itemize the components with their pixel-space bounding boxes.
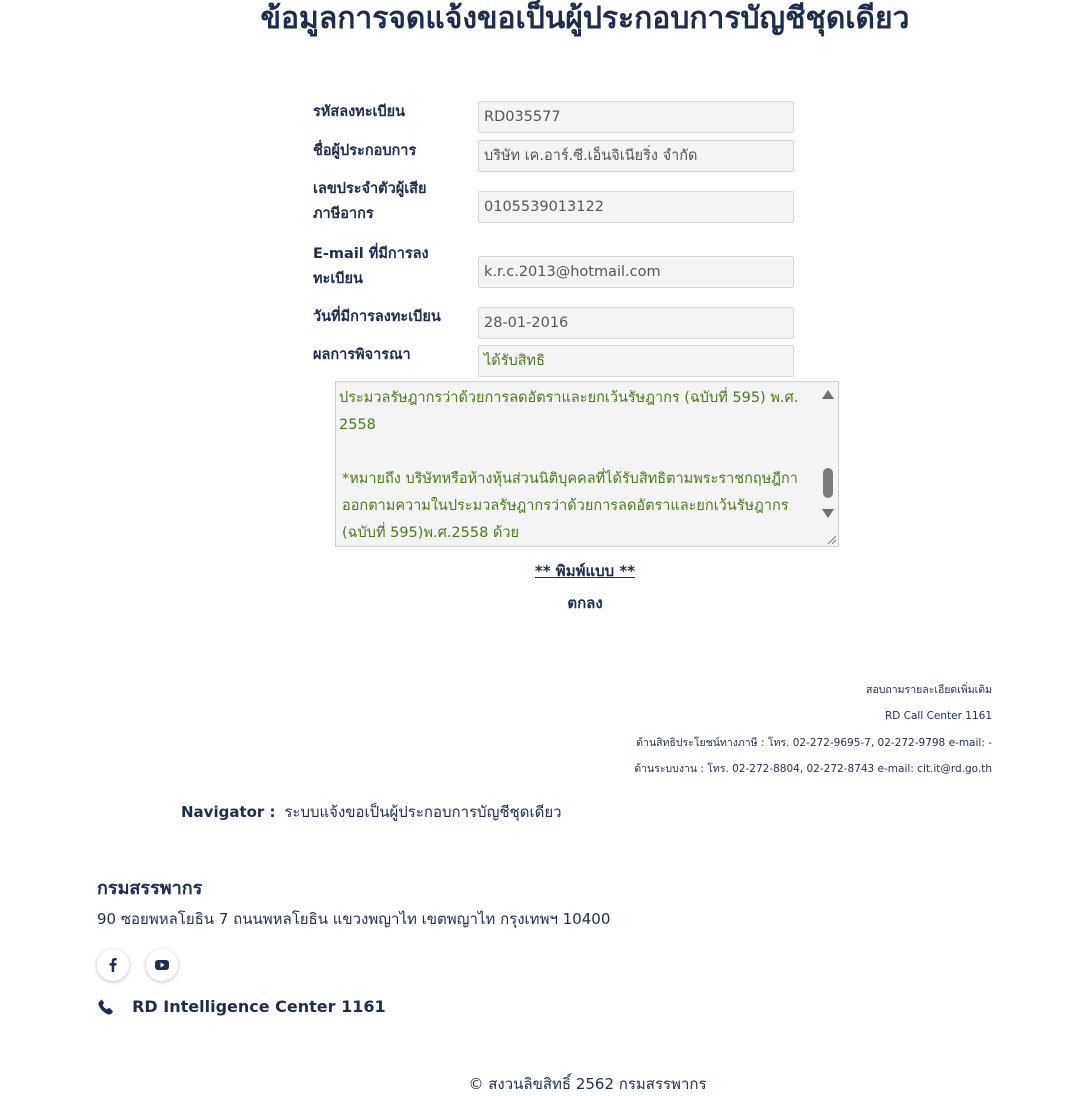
print-form-link[interactable]: ** พิมพ์แบบ ** [534, 562, 636, 580]
contact-system: ด้านระบบงาน : โทร. 02-272-8804, 02-272-8743 e-mail: cit.it@rd.go.th [634, 763, 992, 775]
tax-id-label: เลขประจำตัวผู้เสียภาษีอากร [313, 181, 427, 222]
reg-no-label: รหัสลงทะเบียน [313, 104, 406, 120]
notes-text [339, 385, 817, 547]
tax-id-field[interactable]: 0105539013122 [478, 191, 794, 223]
page-title: ข้อมูลการจดแจ้งขอเป็นผู้ประกอบการบัญชีชุดเดียว [260, 1, 910, 36]
contact-tax-benefits: ด้านสิทธิประโยชน์ทางภาษี : โทร. 02-272-9695-7, 02-272-9798 e-mail: - [636, 737, 992, 749]
facebook-button[interactable] [97, 949, 129, 981]
resize-handle-icon[interactable] [826, 534, 836, 544]
company-name-label: ชื่อผู้ประกอบการ [313, 143, 417, 159]
copyright: © สงวนลิขสิทธิ์ 2562 กรมสรรพากร [468, 1075, 707, 1093]
navigator-label: Navigator : [181, 803, 276, 821]
company-name-field[interactable]: บริษัท เค.อาร์.ซี.เอ็นจิเนียริ่ง จำกัด [478, 140, 794, 172]
navigator [181, 800, 562, 824]
reg-no-field[interactable]: RD035577 [478, 101, 794, 133]
navigator-value[interactable]: ระบบแจ้งขอเป็นผู้ประกอบการบัญชีชุดเดียว [284, 803, 562, 821]
youtube-button[interactable] [146, 949, 178, 981]
youtube-icon [154, 957, 170, 973]
scroll-up-icon[interactable] [822, 390, 834, 399]
org-name: กรมสรรพากร [97, 878, 203, 899]
ok-button[interactable]: ตกลง [0, 590, 1084, 616]
scroll-down-icon[interactable] [822, 509, 834, 518]
contact-call-center: RD Call Center 1161 [884, 710, 992, 722]
notes-textarea[interactable] [335, 381, 839, 547]
notes-line-2: *หมายถึง บริษัทหรือห้างหุ้นส่วนนิติบุคคลที่ได้รับสิทธิตามพระราชกฤษฎีกาออกตามความในประมวลรัษฎากรว่าด้วยการลดอัตราและยกเว้นรัษฎากร (ฉบับที่ 595)พ.ศ.2558 ด้วย [342, 471, 798, 541]
phone-row [97, 996, 386, 1016]
scroll-thumb[interactable] [823, 468, 833, 498]
email-field[interactable]: k.r.c.2013@hotmail.com [478, 256, 794, 288]
notes-line-1: ประมวลรัษฎากรว่าด้วยการลดอัตราและยกเว้นรัษฎากร (ฉบับที่ 595) พ.ศ. 2558 [339, 390, 799, 433]
contact-heading: สอบถามรายละเอียดเพิ่มเติม [866, 684, 992, 696]
org-address: 90 ซอยพหลโยธิน 7 ถนนพหลโยธิน แขวงพญาไท เขตพญาไท กรุงเทพฯ 10400 [97, 910, 611, 928]
phone-text[interactable]: RD Intelligence Center 1161 [132, 997, 386, 1016]
phone-icon [97, 998, 115, 1016]
email-label: E-mail ที่มีการลงทะเบียน [313, 246, 429, 287]
reg-date-field[interactable]: 28-01-2016 [478, 307, 794, 339]
facebook-icon [105, 957, 121, 973]
notes-scrollbar[interactable] [816, 382, 838, 532]
result-field[interactable]: ได้รับสิทธิ [478, 345, 794, 377]
reg-date-label: วันที่มีการลงทะเบียน [313, 309, 441, 325]
result-label: ผลการพิจารณา [313, 347, 411, 363]
